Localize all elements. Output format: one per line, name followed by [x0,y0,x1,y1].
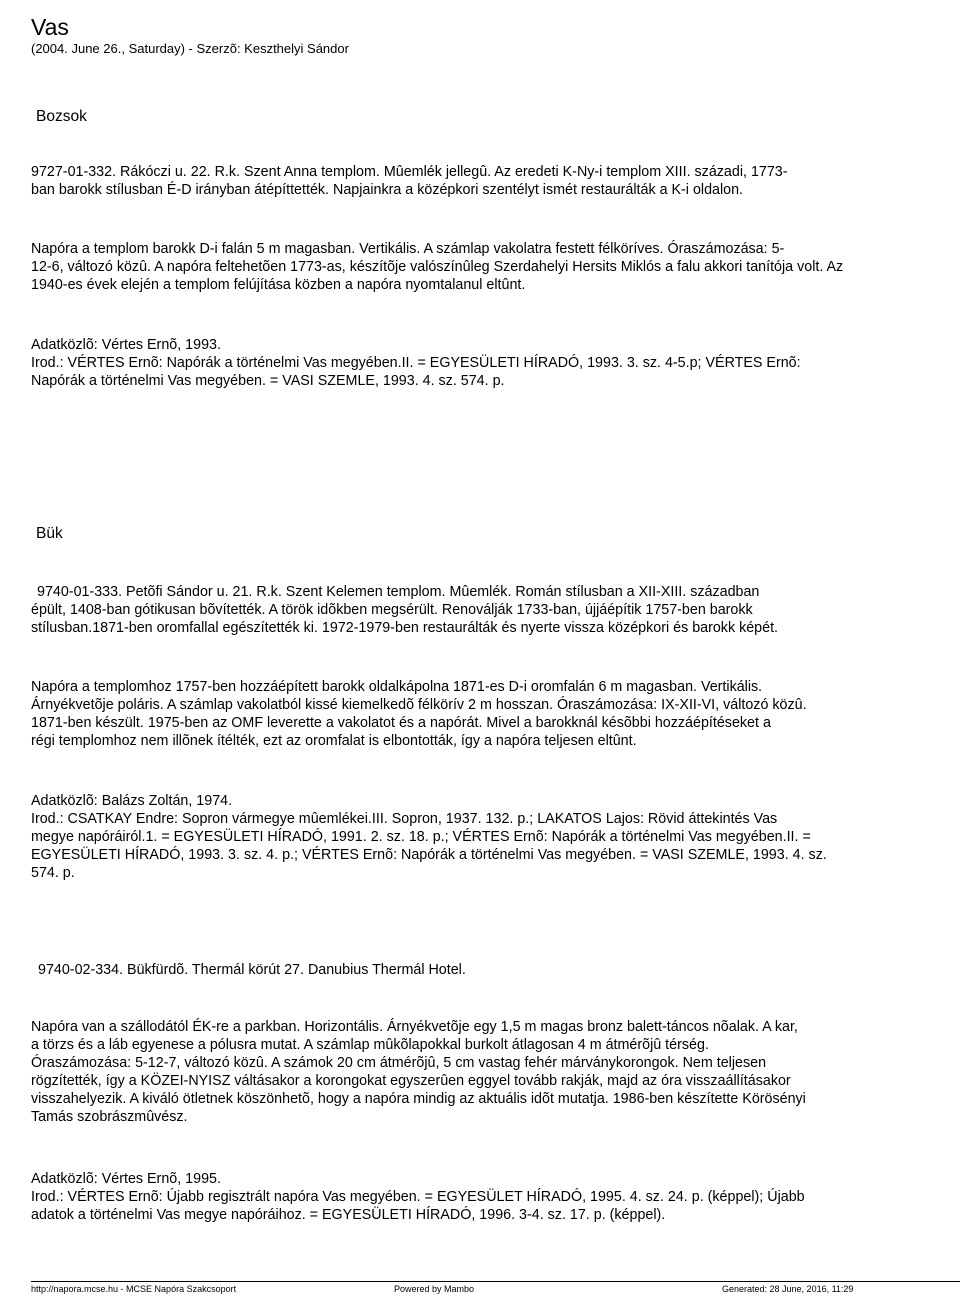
text-line: Árnyékvetõje poláris. A számlap vakolatból kissé kiemelkedõ félkörív 2 m hosszan. Óraszámozása: IX-XII-VI, változó közû. [31,697,807,713]
text-line: megye napóráiról.1. = EGYESÜLETI HÍRADÓ, 1991. 2. sz. 18. p.; VÉRTES Ernõ: Napórák a történelmi Vas megyében.II. = [31,829,811,845]
footer-powered-by: Powered by Mambo [394,1284,475,1294]
section-heading-bukfurdo: 9740-02-334. Bükfürdõ. Thermál körút 27. Danubius Thermál Hotel. [38,962,466,978]
text-line: Napórák a történelmi Vas megyében. = VASI SZEMLE, 1993. 4. sz. 574. p. [31,373,505,389]
text-line: Napóra a templom barokk D-i falán 5 m magasban. Vertikális. A számlap vakolatra festett félköríves. Óraszámozása: 5- [31,241,785,257]
text-line: Irod.: VÉRTES Ernõ: Napórák a történelmi Vas megyében.II. = EGYESÜLETI HÍRADÓ, 1993. 3. sz. 4-5.p; VÉRTES Ernõ: [31,355,801,371]
text-line: Adatközlõ: Vértes Ernõ, 1995. [31,1171,221,1187]
bukfurdo-references [31,1170,805,1224]
text-line: adatok a történelmi Vas megye napóráihoz. = EGYESÜLETI HÍRADÓ, 1996. 3-4. sz. 17. p. (képpel). [31,1207,666,1223]
footer-site-link[interactable]: http://napora.mcse.hu - MCSE Napóra Szakcsoport [31,1284,237,1294]
text-line: rögzítették, így a KÖZEI-NYISZ váltásakor a korongokat egyszerûen eggyel tovább rakják, majd az óra visszaállításakor [31,1073,791,1089]
text-line: 9740-01-333. Petõfi Sándor u. 21. R.k. Szent Kelemen templom. Mûemlék. Román stílusban a XII-XIII. században [37,584,760,600]
text-line: Tamás szobrászmûvész. [31,1109,188,1125]
bozsok-description [31,163,788,199]
text-line: visszahelyezik. A kiváló ötletnek köszönhetõ, hogy a napóra mindig az aktuális idõt mutatja. 1986-ben készítette Körösényi [31,1091,806,1107]
text-line: Irod.: CSATKAY Endre: Sopron vármegye mûemlékei.III. Sopron, 1937. 132. p.; LAKATOS Lajos: Rövid áttekintés Vas [31,811,778,827]
text-line: 574. p. [31,865,75,881]
bozsok-sundial-text [31,240,843,294]
article-meta: (2004. June 26., Saturday) - Szerzõ: Keszthelyi Sándor [31,41,349,56]
bozsok-references [31,336,801,390]
text-line: Adatközlõ: Vértes Ernõ, 1993. [31,337,221,353]
footer-generated: Generated: 28 June, 2016, 11:29 [722,1284,854,1294]
text-line: 12-6, változó közû. A napóra feltehetõen 1773-as, készítõje valószínûleg Szerdahelyi Hersits Miklós a falu akkori tanítója volt. Az [31,259,844,275]
bukfurdo-sundial-text [31,1018,806,1126]
text-line: stílusban.1871-ben oromfallal egészítették ki. 1972-1979-ben restaurálták és nyerte vissza középkori és barokk képét. [31,620,779,636]
section-heading-bozsok: Bozsok [36,108,87,125]
text-line: épült, 1408-ban gótikusan bõvítették. A török idõkben megsérült. Renoválják 1733-ban, újjáépítik 1757-ben barokk [31,602,753,618]
text-line: 1940-es évek elején a templom felújítása közben a napóra nyomtalanul eltûnt. [31,277,526,293]
buk-references [31,792,827,882]
text-line: EGYESÜLETI HÍRADÓ, 1993. 3. sz. 4. p.; VÉRTES Ernõ: Napórák a történelmi Vas megyében. = VASI SZEMLE, 1993. 4. sz. [31,847,827,863]
text-line: Adatközlõ: Balázs Zoltán, 1974. [31,793,233,809]
text-line: ban barokk stílusban É-D irányban átépíttették. Napjainkra a középkori szentélyt ismét restaurálták a K-i oldalon. [31,182,744,198]
text-line: Napóra a templomhoz 1757-ben hozzáépített barokk oldalkápolna 1871-es D-i oromfalán 6 m magasban. Vertikális. [31,679,763,695]
text-line: 1871-ben készült. 1975-ben az OMF leverette a vakolatot és a napórát. Mivel a barokknál késõbbi hozzáépítéseket a [31,715,771,731]
buk-sundial-text [31,678,807,750]
page-title: Vas [31,14,69,40]
buk-description [31,583,778,637]
text-line: 9727-01-332. Rákóczi u. 22. R.k. Szent Anna templom. Mûemlék jellegû. Az eredeti K-Ny-i templom XIII. századi, 1773- [31,164,788,180]
text-line: Óraszámozása: 5-12-7, változó közû. A számok 20 cm átmérõjû, 5 cm vastag fehér márványkorongok. Nem teljesen [31,1055,767,1071]
text-line: Napóra van a szállodától ÉK-re a parkban. Horizontális. Árnyékvetõje egy 1,5 m magas bronz balett-táncos nõalak. A kar, [31,1019,798,1035]
footer-divider [31,1281,960,1282]
text-line: régi templomhoz nem illõnek ítélték, ezt az oromfalat is elbontották, így a napóra teljesen eltûnt. [31,733,637,749]
section-heading-buk: Bük [36,525,63,542]
text-line: Irod.: VÉRTES Ernõ: Újabb regisztrált napóra Vas megyében. = EGYESÜLET HÍRADÓ, 1995. 4. sz. 24. p. (képpel); Újabb [31,1189,805,1205]
text-line: a törzs és a láb egyenese a pólusra mutat. A számlap mûkõlapokkal burkolt átlagosan 4 m átmérõjû térség. [31,1037,709,1053]
